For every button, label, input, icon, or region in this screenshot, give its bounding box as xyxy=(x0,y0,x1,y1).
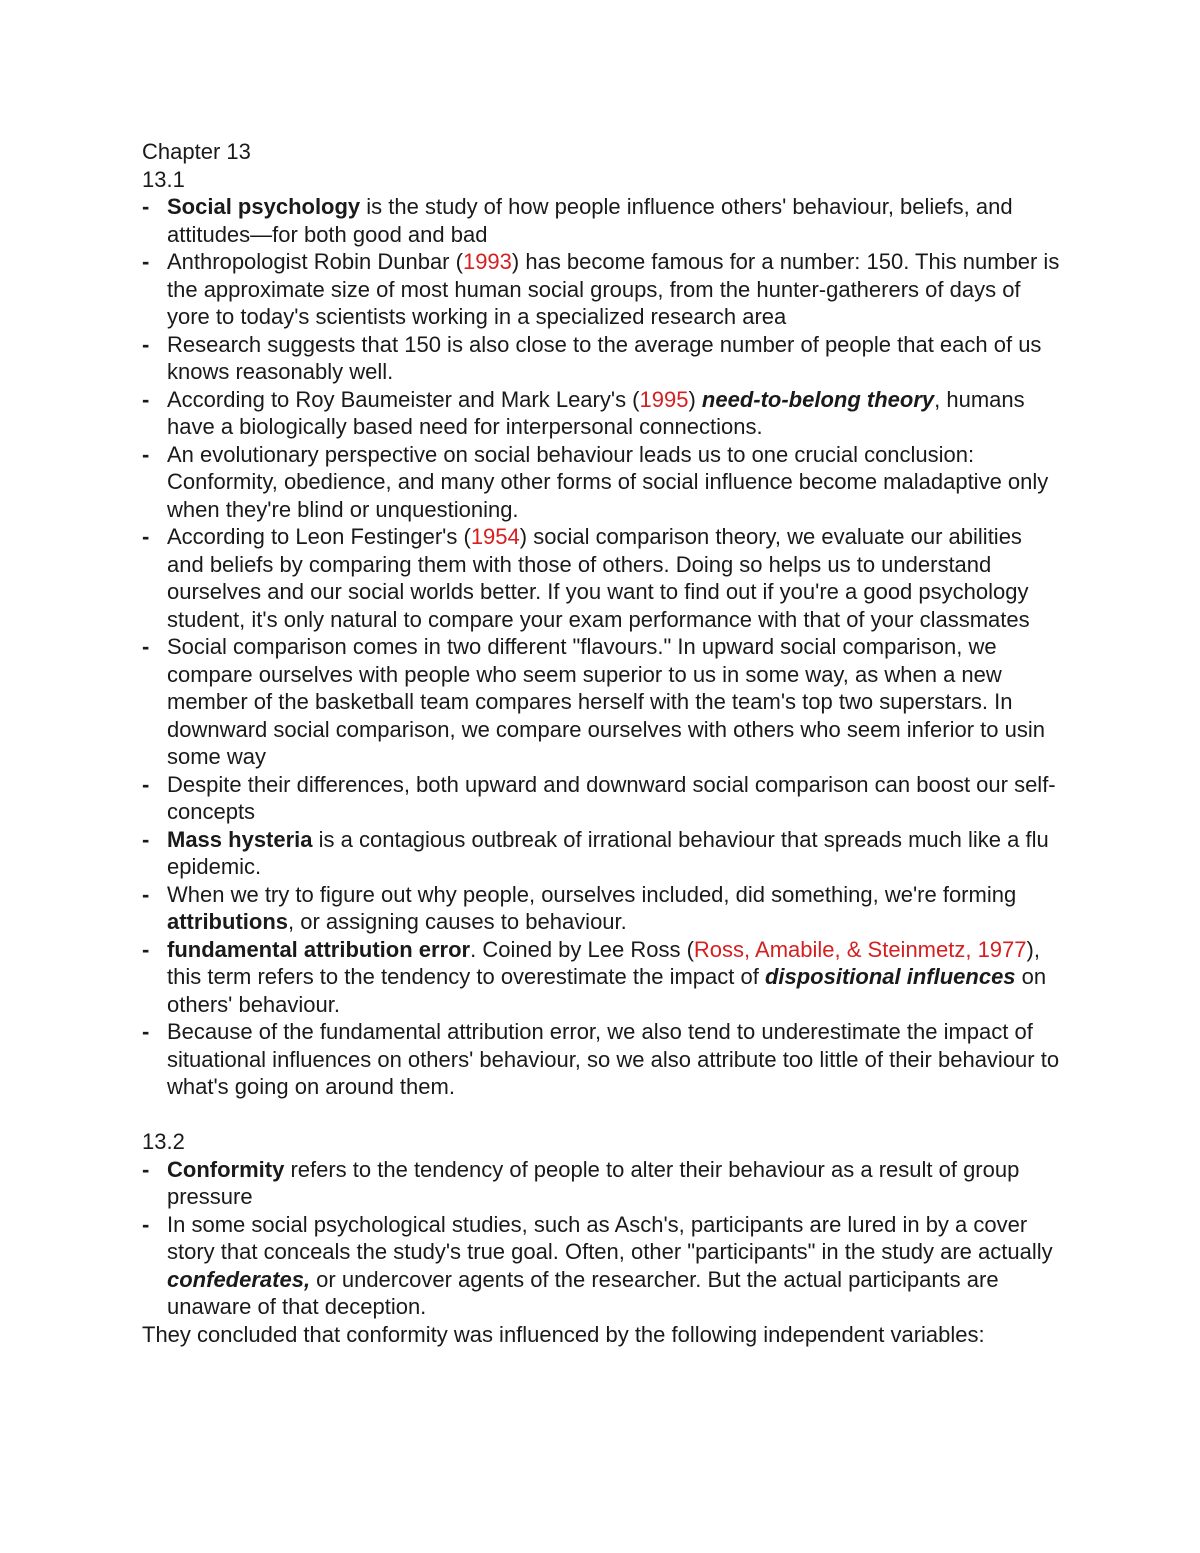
bullet-dash: - xyxy=(142,194,150,219)
chapter-title: Chapter 13 xyxy=(142,139,251,164)
bullet-dash: - xyxy=(142,826,150,852)
citation-text: 1995 xyxy=(639,386,689,412)
bullet-dash: - xyxy=(142,936,150,962)
body-text: ), this term refers to the tendency to overestimate the impact of xyxy=(167,936,1040,989)
list-item xyxy=(142,386,1062,441)
bullet-dash: - xyxy=(142,1156,150,1182)
key-term: fundamental attribution error xyxy=(167,936,471,962)
body-text: . Coined by Lee Ross ( xyxy=(470,936,694,962)
list-item xyxy=(142,1211,1062,1321)
body-text: is a contagious outbreak of irrational behaviour that spreads much like a flu epidemic. xyxy=(167,826,1049,879)
list-item xyxy=(142,936,1062,1019)
body-text: According to Roy Baumeister and Mark Leary's ( xyxy=(167,386,640,412)
body-text: Anthropologist Robin Dunbar ( xyxy=(167,249,463,274)
list-item xyxy=(142,441,1062,524)
list-item xyxy=(142,633,1062,771)
key-term: attributions xyxy=(167,909,288,934)
key-term: Conformity xyxy=(167,1156,285,1182)
bullet-dash: - xyxy=(142,1211,150,1237)
bullet-dash: - xyxy=(142,771,150,797)
bullet-dash: - xyxy=(142,1019,150,1044)
body-text: on others' behaviour. xyxy=(167,964,1047,1017)
list-item xyxy=(142,523,1062,633)
body-text: , humans have a biologically based need for interpersonal connections. xyxy=(167,386,1025,439)
list-item xyxy=(142,881,1062,936)
list-item xyxy=(142,248,1062,331)
body-text: Social comparison comes in two different "flavours." In upward social comparison, we compare ourselves with people who seem superior to us in some way, as when a new member of the basketball team compares herself with the team's top two superstars. In downward social comparison, we compare ourselves with others who seem inferior to usin some way xyxy=(167,634,1045,769)
body-text: Because of the fundamental attribution error, we also tend to underestimate the impact of situational influences on others' behaviour, so we also attribute too little of their behaviour to what's going on around them. xyxy=(167,1019,1060,1099)
section-heading-13-1: 13.1 xyxy=(142,166,185,192)
body-text: is the study of how people influence others' behaviour, beliefs, and attitudes—for both good and bad xyxy=(167,194,1013,247)
key-term: Mass hysteria xyxy=(167,826,313,852)
body-text: Despite their differences, both upward and downward social comparison can boost our self-concepts xyxy=(167,771,1056,824)
body-text: , or assigning causes to behaviour. xyxy=(288,909,627,934)
spacer xyxy=(142,1101,1062,1129)
bullet-list-13-2 xyxy=(142,1156,1062,1321)
list-item xyxy=(142,193,1062,248)
bullet-list-13-1 xyxy=(142,193,1062,1101)
body-text: or undercover agents of the researcher. But the actual participants are unaware of that deception. xyxy=(167,1266,999,1319)
closing-sentence: They concluded that conformity was influenced by the following independent variables: xyxy=(142,1321,985,1347)
list-item xyxy=(142,1156,1062,1211)
body-text: An evolutionary perspective on social behaviour leads us to one crucial conclusion: Conformity, obedience, and many other forms of social influence become maladaptive only when they're blind or unquestioning. xyxy=(167,441,1049,522)
body-text: Research suggests that 150 is also close to the average number of people that each of us knows reasonably well. xyxy=(167,331,1042,384)
bullet-dash: - xyxy=(142,331,150,357)
citation-text: 1993 xyxy=(462,249,512,274)
bullet-dash: - xyxy=(142,881,150,907)
key-term: need-to-belong theory xyxy=(701,386,935,412)
body-text: ) social comparison theory, we evaluate our abilities and beliefs by comparing them with those of others. Doing so helps us to understand ourselves and our social worlds better. If you want to find out if you're a good psychology student, it's only natural to compare your exam performance with that of your classmates xyxy=(167,524,1030,632)
key-term: dispositional influences xyxy=(764,964,1016,989)
bullet-dash: - xyxy=(142,634,150,659)
list-item xyxy=(142,331,1062,386)
list-item xyxy=(142,771,1062,826)
list-item xyxy=(142,826,1062,881)
list-item xyxy=(142,1018,1062,1101)
bullet-dash: - xyxy=(142,249,150,274)
citation-text: Ross, Amabile, & Steinmetz, 1977 xyxy=(693,936,1027,962)
body-text: ) xyxy=(688,386,702,412)
document-page xyxy=(142,138,1062,1348)
key-term: Social psychology xyxy=(167,194,361,219)
body-text: ) has become famous for a number: 150. This number is the approximate size of most human social groups, from the hunter-gatherers of days of yore to today's scientists working in a specialized research area xyxy=(167,249,1060,329)
body-text: According to Leon Festinger's ( xyxy=(167,524,471,549)
citation-text: 1954 xyxy=(470,524,520,549)
body-text: refers to the tendency of people to alter their behaviour as a result of group pressure xyxy=(167,1156,1020,1209)
body-text: When we try to figure out why people, ourselves included, did something, we're forming xyxy=(167,881,1017,907)
body-text: In some social psychological studies, such as Asch's, participants are lured in by a cover story that conceals the study's true goal. Often, other "participants" in the study are actually xyxy=(167,1211,1053,1264)
key-term: confederates, xyxy=(167,1266,311,1292)
bullet-dash: - xyxy=(142,386,150,412)
section-heading-13-2: 13.2 xyxy=(142,1129,185,1154)
bullet-dash: - xyxy=(142,524,150,549)
bullet-dash: - xyxy=(142,441,150,467)
